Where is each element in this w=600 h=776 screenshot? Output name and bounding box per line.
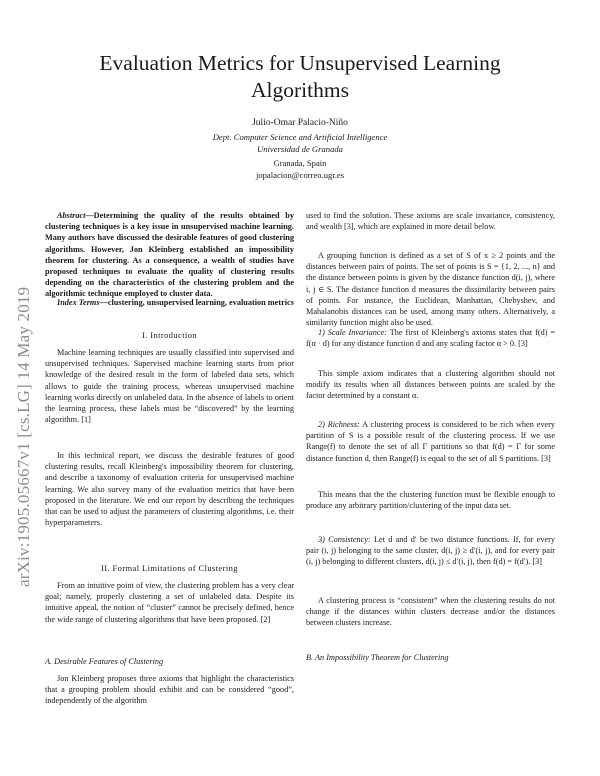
grouping-text: A grouping function is defined as a set of S of x ≥ 2 points and the distances between pairs of points. The set of points is S = {1, 2, ..., n} and the distance between points is given by the distance function d(i, j), where i, j ∈ S. The distance function d measures the dissimilarity between pairs of points. For instance, the Euclidean, Manhattan, Chebyshev, and Mahalanobis distances can be used, among many others. Alternatively, a similarity function might also be used. (306, 251, 555, 328)
abstract-label: Abstract (57, 211, 86, 220)
intro-paragraph-2 (45, 450, 294, 528)
index-terms-text: —clustering, unsupervised learning, evaluation metrics (99, 298, 294, 307)
axiom-1-label: 1) Scale Invariance: (318, 328, 388, 337)
intro-p2-text: In this technical report, we discuss the desirable features of good clustering results, recall Kleinberg's impossibility theorem for clustering, and describe a taxonomy of evaluation criteria for unsupervised machine learning. We also survey many of the evaluation metrics that have been proposed in the literature. We end our report by describing the techniques that can be used to adjust the parameters of clustering algorithms, i.e. their hyperparameters. (45, 451, 294, 528)
author-city: Granada, Spain (273, 158, 327, 168)
sec2-p2-text: Jon Kleinberg proposes three axioms that highlight the characteristics that a grouping problem should exhibit and can be considered “good”, independently of the algorithm (45, 674, 294, 706)
intro-paragraph-1 (45, 347, 294, 425)
author-email: jopalacion@correo.ugr.es (255, 170, 345, 180)
axiom-richness (306, 419, 555, 464)
right-p0-text: used to find the solution. These axioms are scale invariance, consistency, and wealth [3], which are explained in more detail below. (306, 211, 555, 232)
section-1-heading: I. Introduction (141, 330, 198, 340)
axiom-3-expl-text: A clustering process is “consistent” when the clustering results do not change if the distances within clusters decrease and/or the distances between clusters increase. (306, 596, 555, 628)
section-2-heading: II. Formal Limitations of Clustering (101, 563, 238, 573)
axiom-2-text: A clustering process is considered to be rich when every partition of S is a possible result of the clustering process. If we use Range(f) to denote the set of all Γ partitions so that f(d) = Γ for some distance function d, then Range(f) is equal to the set of all S partitions. [3] (306, 420, 556, 463)
axiom-scale-invariance (306, 327, 555, 349)
subsection-b-heading: B. An Impossibility Theorem for Clustering (306, 653, 449, 662)
axiom-1-text: The first of Kleinberg's axioms states that f(d) = f(α · d) for any distance function d and any scaling factor α > 0. [3] (306, 328, 555, 349)
author-university: Universidad de Granada (257, 144, 343, 154)
axiom-consistency (306, 534, 555, 568)
sec2-paragraph-1 (45, 580, 294, 625)
axiom-1-explanation (306, 368, 555, 402)
right-paragraph-0 (306, 210, 555, 232)
paper-title: Evaluation Metrics for Unsupervised Learning Algorithms (99, 51, 501, 102)
index-terms-block (45, 297, 294, 308)
index-terms-label: Index Terms (57, 298, 100, 307)
axiom-2-expl-text: This means that the the clustering function must be flexible enough to produce any arbitrary partition/clustering of the input data set. (306, 490, 555, 511)
sec2-p1-text: From an intuitive point of view, the clustering problem has a very clear goal; namely, properly clustering a set of unlabeled data. Despite its intuitive appeal, the notion of “cluster” cannot be precisely defined, hence the wide range of clustering algorithms that have been proposed. [2] (45, 581, 294, 624)
axiom-3-label: 3) Consistency: (318, 535, 371, 544)
axiom-3-explanation (306, 595, 555, 629)
author-dept: Dept. Computer Science and Artificial Intelligence (212, 132, 388, 142)
grouping-paragraph (306, 250, 555, 328)
abstract-text: —Determining the quality of the results obtained by clustering techniques is a key issue in unsupervised machine learning. Many authors have discussed the desirable features of good clustering algorithms. However, Jon Kleinberg established an impossibility theorem for clustering. As a consequence, a wealth of studies have proposed techniques to evaluate the quality of clustering results depending on the characteristics of the clustering problem and the algorithmic technique employed to cluster data. (45, 211, 294, 299)
subsection-a-heading: A. Desirable Features of Clustering (45, 657, 164, 666)
axiom-1-expl-text: This simple axiom indicates that a clustering algorithm should not modify its results when all distances between points are scaled by the factor determined by a constant α. (306, 369, 555, 401)
axiom-2-label: 2) Richness: (318, 420, 360, 429)
axiom-3-text: Let d and d′ be two distance functions. If, for every pair (i, j) belonging to the same cluster, d(i, j) ≥ d′(i, j), and for every pair (i, j) belonging to different clusters, d(i, j) ≤ d′(i, j), then f(d) = f(d′). [3] (306, 535, 555, 567)
intro-p1-text: Machine learning techniques are usually classified into supervised and unsupervised techniques. Supervised machine learning starts from prior knowledge of the desired result in the form of labeled data sets, which allows to guide the training process, whereas unsupervised machine learning works directly on unlabeled data. In the absence of labels to orient the learning process, these labels must be “discovered” by the learning algorithm. [1] (45, 348, 294, 425)
abstract-block (45, 210, 294, 300)
author-name: Julio-Omar Palacio-Niño (252, 118, 348, 128)
axiom-2-explanation (306, 489, 555, 511)
arxiv-stamp: arXiv:1905.05667v1 [cs.LG] 14 May 2019 (14, 286, 33, 587)
sec2-paragraph-2 (45, 673, 294, 707)
